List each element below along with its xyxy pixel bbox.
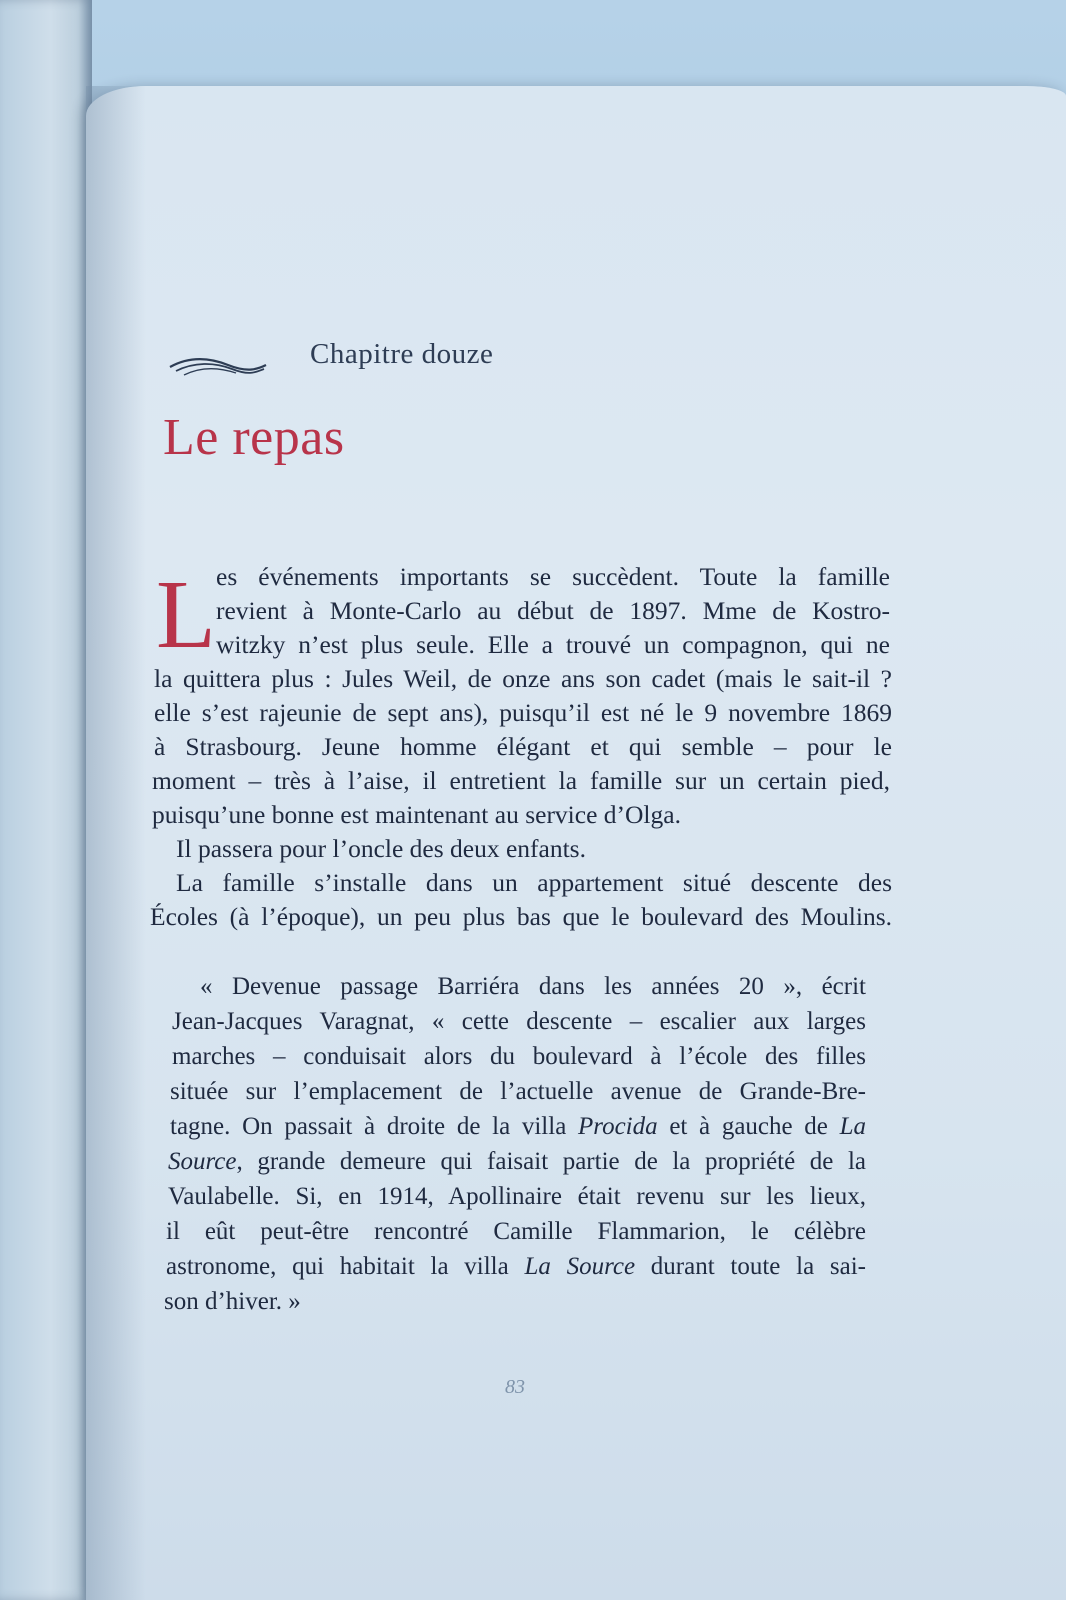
quote-italic-text: La bbox=[839, 1113, 867, 1140]
body-line: puisqu’une bonne est maintenant au service d’Olga. bbox=[152, 800, 681, 829]
quote-line bbox=[166, 1252, 866, 1282]
quote-text: durant toute la sai- bbox=[635, 1253, 866, 1280]
quote-line bbox=[168, 1147, 866, 1177]
quote-italic-text: Source bbox=[168, 1148, 237, 1175]
quote-line: Vaulabelle. Si, en 1914, Apollinaire était revenu sur les lieux, bbox=[168, 1183, 866, 1210]
wave-ornament-icon bbox=[168, 355, 268, 377]
body-line: moment – très à l’aise, il entretient la famille sur un certain pied, bbox=[152, 766, 890, 795]
body-line: revient à Monte-Carlo au début de 1897. Mme de Kostro- bbox=[216, 596, 890, 625]
body-line: Il passera pour l’oncle des deux enfants. bbox=[176, 834, 586, 863]
quote-italic-text: Procida bbox=[578, 1113, 658, 1140]
left-page-edge bbox=[0, 0, 92, 1600]
body-line: es événements importants se succèdent. Toute la famille bbox=[216, 562, 890, 591]
quote-line: marches – conduisait alors du boulevard à l’école des filles bbox=[172, 1043, 866, 1070]
body-line: elle s’est rajeunie de sept ans), puisqu’il est né le 9 novembre 1869 bbox=[154, 698, 892, 727]
quote-line bbox=[170, 1112, 866, 1142]
quote-text: tagne. On passait à droite de la villa bbox=[170, 1113, 578, 1140]
quote-line: Jean-Jacques Varagnat, « cette descente – escalier aux larges bbox=[172, 1008, 866, 1035]
quote-text: astronome, qui habitait la villa bbox=[166, 1253, 525, 1280]
quote-line: son d’hiver. » bbox=[164, 1288, 301, 1315]
chapter-title: Le repas bbox=[163, 409, 345, 466]
body-line: La famille s’installe dans un appartement situé descente des bbox=[176, 868, 892, 897]
quote-line: « Devenue passage Barriéra dans les années 20 », écrit bbox=[200, 973, 866, 1000]
quote-italic-text: La Source bbox=[524, 1253, 636, 1280]
chapter-label: Chapitre douze bbox=[310, 338, 494, 370]
quote-text: et à gauche de bbox=[657, 1113, 840, 1140]
body-line: Écoles (à l’époque), un peu plus bas que le boulevard des Moulins. bbox=[150, 902, 892, 931]
body-line: à Strasbourg. Jeune homme élégant et qui semble – pour le bbox=[154, 732, 892, 761]
page-number: 83 bbox=[505, 1376, 525, 1398]
quote-text: , grande demeure qui faisait partie de la propriété de la bbox=[236, 1148, 866, 1175]
drop-cap: L bbox=[156, 561, 216, 669]
body-line: la quittera plus : Jules Weil, de onze ans son cadet (mais le sait-il ? bbox=[154, 664, 892, 693]
quote-line: située sur l’emplacement de l’actuelle avenue de Grande-Bre- bbox=[170, 1078, 866, 1105]
quote-line: il eût peut-être rencontré Camille Flammarion, le célèbre bbox=[166, 1218, 866, 1245]
body-line: witzky n’est plus seule. Elle a trouvé un compagnon, qui ne bbox=[216, 630, 890, 659]
